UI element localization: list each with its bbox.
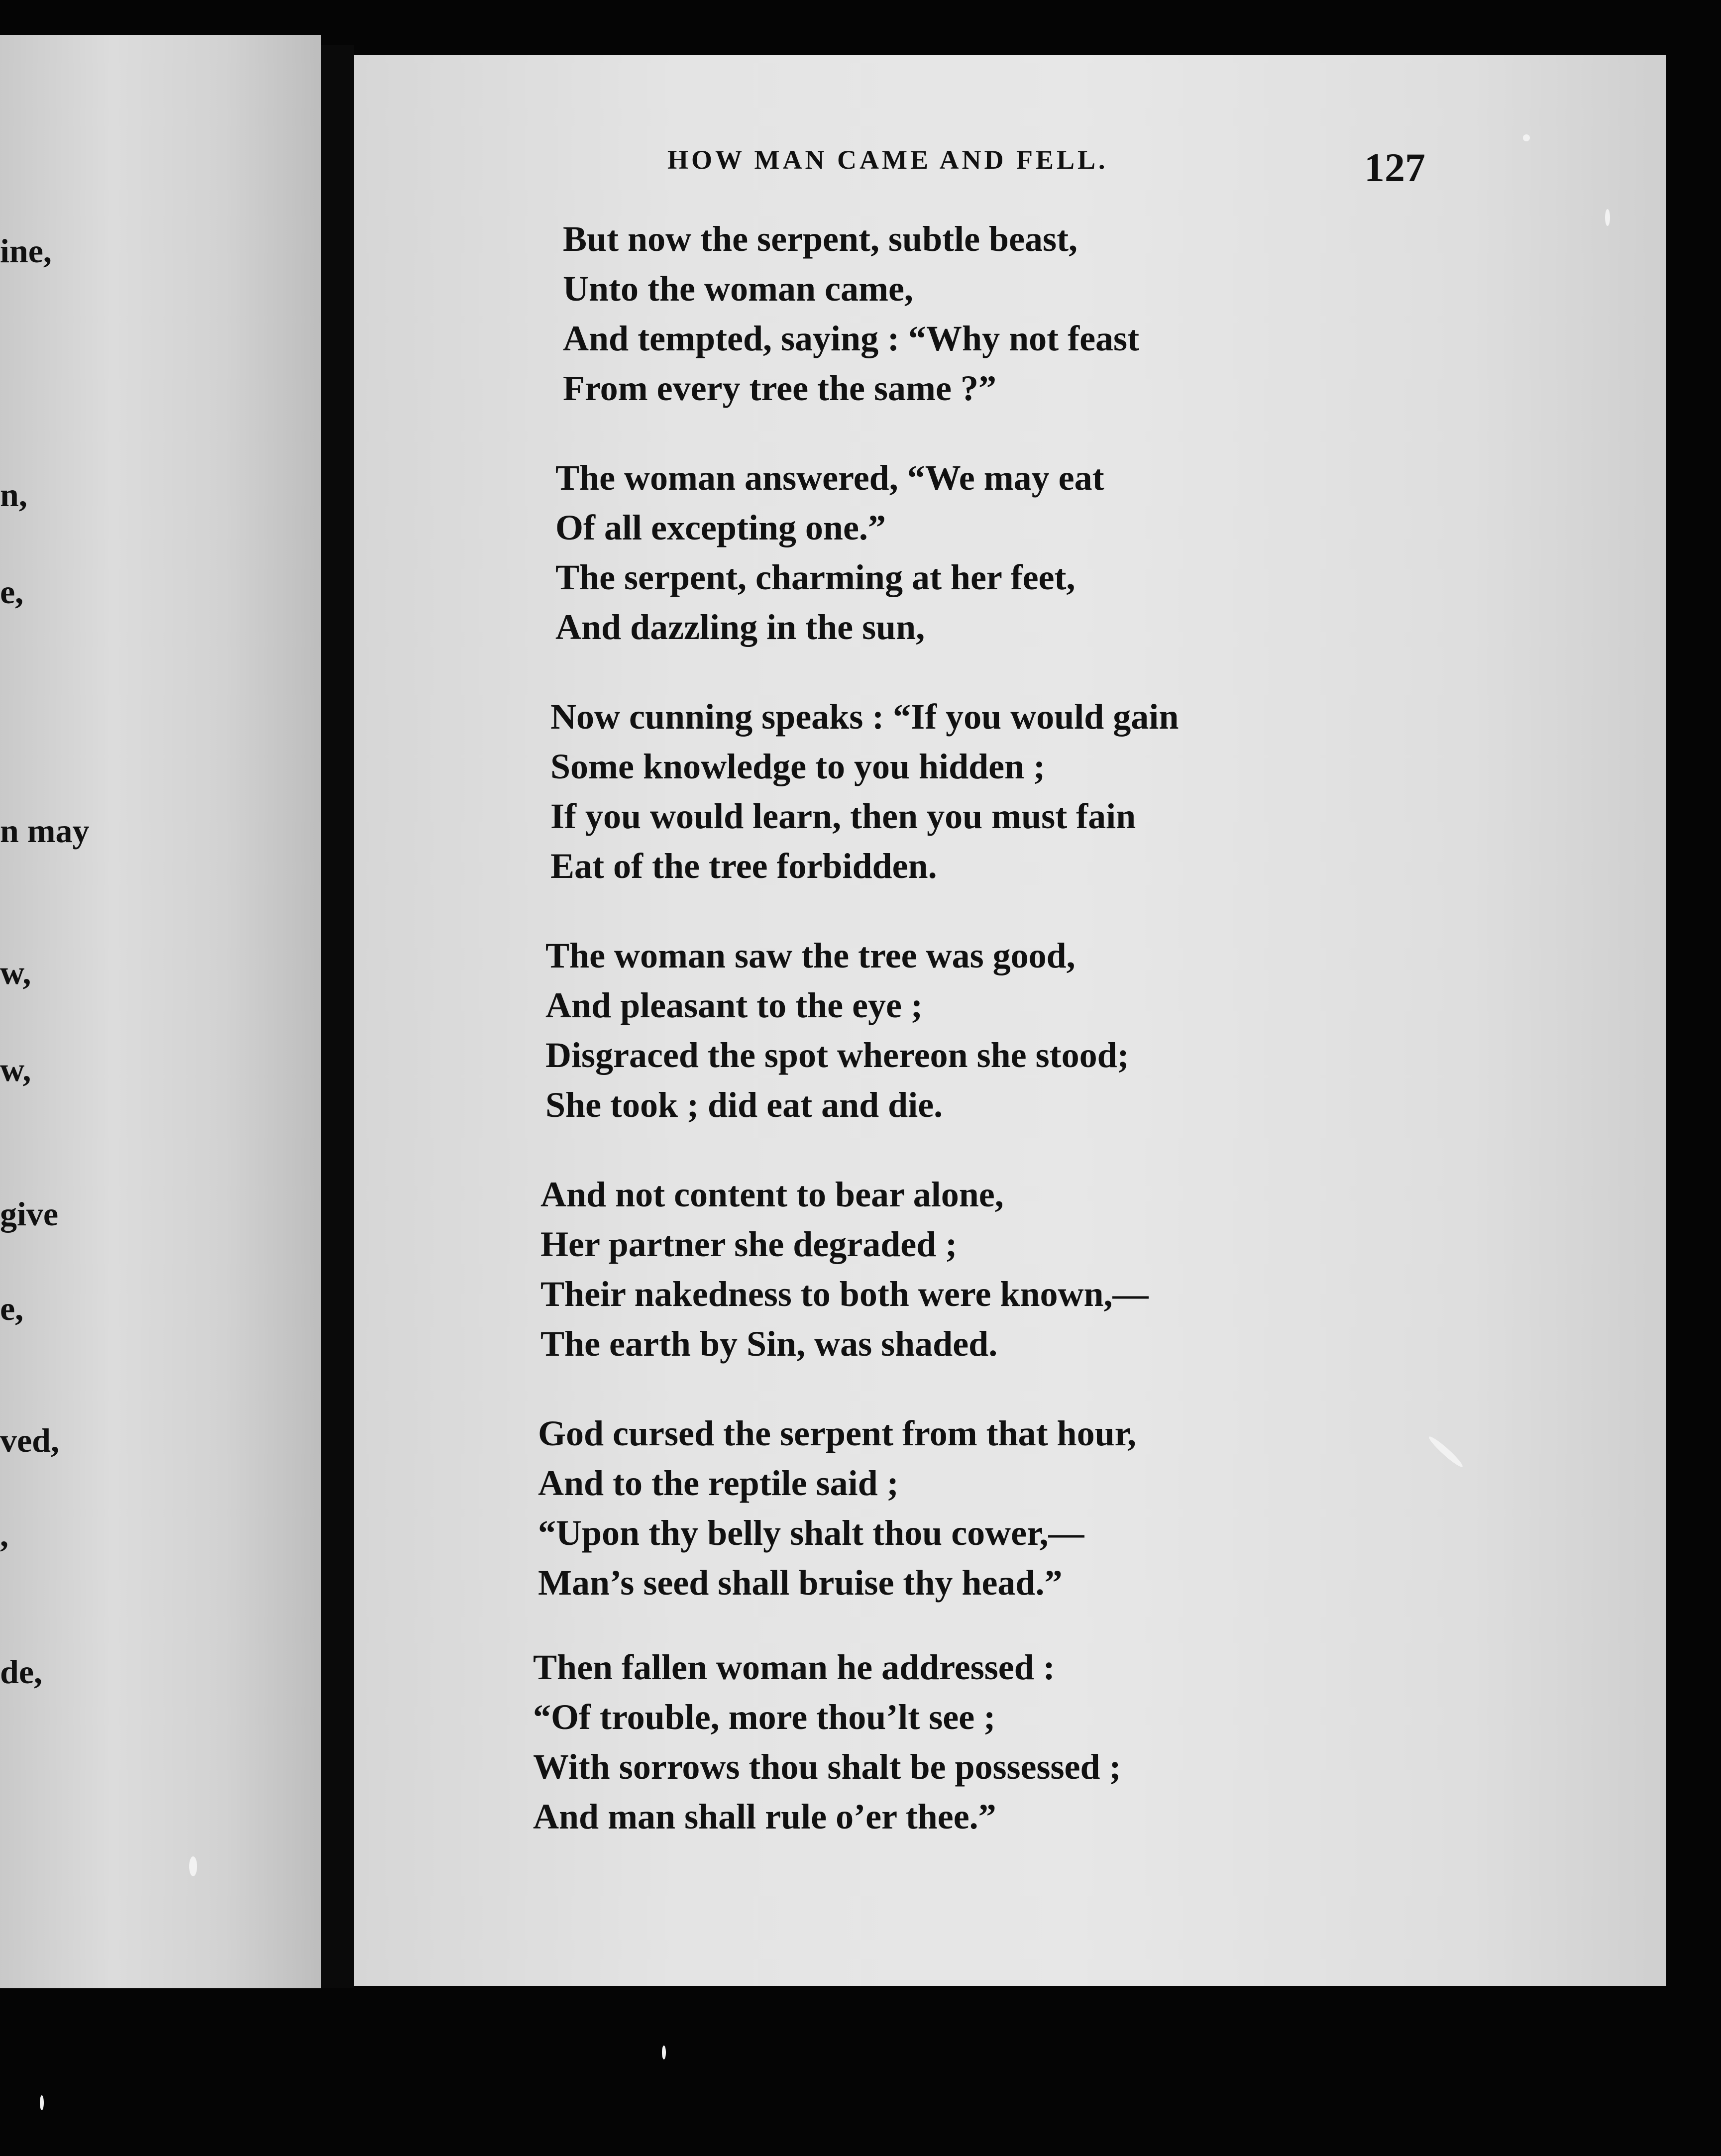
poem-line: She took ; did eat and die. xyxy=(545,1085,943,1125)
poem-line: Disgraced the spot whereon she stood; xyxy=(545,1035,1129,1075)
poem-line: Unto the woman came, xyxy=(563,269,913,309)
poem-line: Eat of the tree forbidden. xyxy=(550,846,937,886)
poem-line: The serpent, charming at her feet, xyxy=(555,557,1076,597)
poem-line: From every tree the same ?” xyxy=(563,368,996,408)
stanza xyxy=(563,214,1409,413)
prev-fragment: w, xyxy=(0,1051,31,1088)
prev-fragment: give xyxy=(0,1195,59,1233)
poem-line: Man’s seed shall bruise thy head.” xyxy=(538,1563,1063,1603)
prev-fragment: n, xyxy=(0,476,27,514)
poem-line: Of all excepting one.” xyxy=(555,508,886,547)
prev-fragment: ved, xyxy=(0,1421,59,1459)
poem-line: With sorrows thou shalt be possessed ; xyxy=(533,1747,1121,1787)
prev-fragment: de, xyxy=(0,1653,42,1691)
prev-fragment: n may xyxy=(0,812,90,850)
poem xyxy=(354,55,1666,1986)
poem-line: God cursed the serpent from that hour, xyxy=(538,1413,1136,1453)
stanza xyxy=(538,1408,1384,1608)
poem-line: But now the serpent, subtle beast, xyxy=(563,219,1078,259)
stanza xyxy=(540,1170,1387,1369)
poem-line: Then fallen woman he addressed : xyxy=(533,1647,1055,1687)
poem-line: The woman saw the tree was good, xyxy=(545,936,1076,975)
poem-line: Her partner she degraded ; xyxy=(540,1224,958,1264)
previous-page-fragments xyxy=(0,35,321,1988)
stanza xyxy=(555,453,1401,652)
stanza xyxy=(533,1642,1379,1841)
book-gutter xyxy=(321,45,354,1988)
poem-line: And tempted, saying : “Why not feast xyxy=(563,319,1140,358)
prev-fragment: , xyxy=(0,1516,8,1554)
poem-line: If you would learn, then you must fain xyxy=(550,796,1136,836)
poem-line: Now cunning speaks : “If you would gain xyxy=(550,697,1179,737)
poem-line: “Upon thy belly shalt thou cower,— xyxy=(538,1513,1084,1553)
poem-line: “Of trouble, more thou’lt see ; xyxy=(533,1697,996,1737)
stanza xyxy=(545,931,1392,1130)
poem-line: And pleasant to the eye ; xyxy=(545,985,923,1025)
prev-fragment: e, xyxy=(0,1290,24,1327)
prev-fragment: w, xyxy=(0,954,31,991)
page-number: 127 xyxy=(1364,145,1425,190)
poem-line: The woman answered, “We may eat xyxy=(555,458,1104,498)
prev-fragment: ine, xyxy=(0,232,52,270)
dust-speck xyxy=(662,2046,666,2059)
poem-line: And to the reptile said ; xyxy=(538,1463,899,1503)
running-head: HOW MAN CAME AND FELL. xyxy=(667,145,1108,175)
poem-line: Some knowledge to you hidden ; xyxy=(550,747,1046,786)
book-page xyxy=(354,55,1666,1986)
dust-speck xyxy=(40,2095,44,2110)
prev-fragment: e, xyxy=(0,573,24,611)
poem-line: The earth by Sin, was shaded. xyxy=(540,1324,998,1364)
poem-line: And dazzling in the sun, xyxy=(555,607,925,647)
stanza xyxy=(550,692,1397,891)
poem-line: And man shall rule o’er thee.” xyxy=(533,1797,996,1836)
poem-line: Their nakedness to both were known,— xyxy=(540,1274,1149,1314)
previous-page xyxy=(0,35,321,1988)
poem-line: And not content to bear alone, xyxy=(540,1175,1004,1214)
